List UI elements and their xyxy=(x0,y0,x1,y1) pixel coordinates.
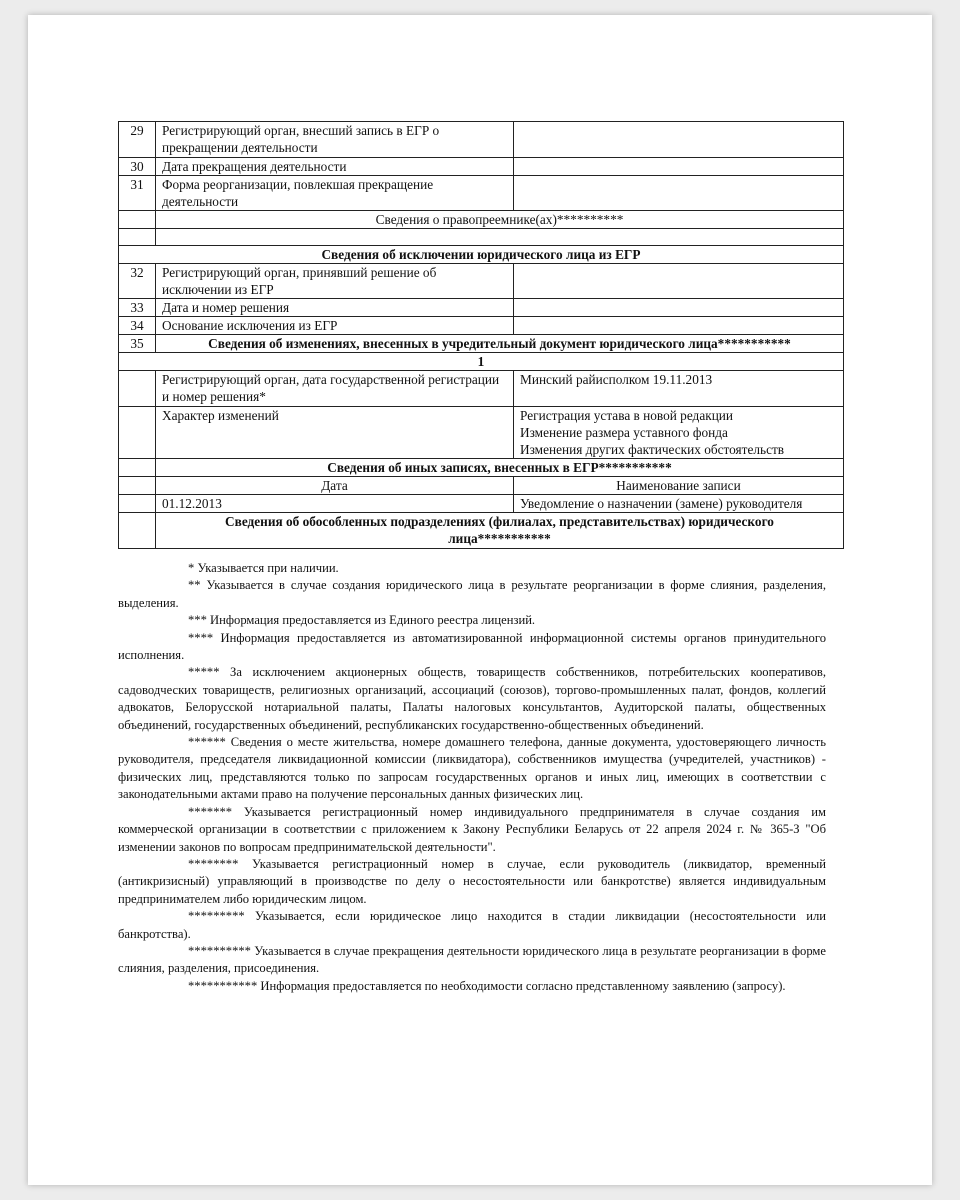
nature-label: Характер изменений xyxy=(156,407,514,459)
table-row xyxy=(119,264,844,299)
record-name: Уведомление о назначении (замене) руководителя xyxy=(514,495,844,513)
footnote: ********* Указывается, если юридическое лицо находится в стадии ликвидации (несостоятельности или банкротства). xyxy=(118,909,826,941)
row-label: Регистрирующий орган, внесший запись в ЕГР о прекращении деятельности xyxy=(156,122,514,158)
successor-header-row xyxy=(119,211,844,229)
successor-empty-row xyxy=(119,229,844,246)
other-records-header-row xyxy=(119,459,844,477)
other-records-header: Сведения об иных записях, внесенных в ЕГР*********** xyxy=(156,459,844,477)
table-row xyxy=(119,158,844,176)
changes-header: Сведения об изменениях, внесенных в учредительный документ юридического лица*********** xyxy=(156,335,844,353)
col-name: Наименование записи xyxy=(514,477,844,495)
footnotes xyxy=(118,560,826,995)
table-row xyxy=(119,122,844,158)
row-number: 29 xyxy=(119,122,156,158)
changes-header-row xyxy=(119,335,844,353)
footnote: **** Информация предоставляется из автоматизированной информационной системы органов принудительного исполнения. xyxy=(118,630,826,663)
nature-value: Изменение размера уставного фонда xyxy=(520,425,728,440)
row-number: 34 xyxy=(119,317,156,335)
branches-header: Сведения об обособленных подразделениях (филиалах, представительствах) юридического лица*********** xyxy=(156,513,844,549)
row-value xyxy=(514,158,844,176)
row-value xyxy=(514,176,844,211)
table-row xyxy=(119,317,844,335)
row-number: 30 xyxy=(119,158,156,176)
row-label: Регистрирующий орган, принявший решение об исключении из ЕГР xyxy=(156,264,514,299)
row-number: 31 xyxy=(119,176,156,211)
table-row xyxy=(119,407,844,459)
row-value xyxy=(514,122,844,158)
branches-header-row xyxy=(119,513,844,549)
exclusion-header-row xyxy=(119,246,844,264)
footnote: ** Указывается в случае создания юридического лица в результате реорганизации в форме слияния, разделения, выделения. xyxy=(118,578,826,610)
row-number: 35 xyxy=(119,335,156,353)
table-row xyxy=(119,495,844,513)
document-page xyxy=(28,15,932,1185)
table-row xyxy=(119,371,844,407)
footnote: ***** За исключением акционерных обществ, товариществ собственников, потребительских кооперативов, садоводческих товариществ, религиозных организаций, ассоциаций (союзов), торгово-промышленных палат, фондов, коллегий адвокатов, Белорусской нотариальной палаты, Палаты налоговых консультантов, Аудиторской палаты, общественных объединений, государственных объединений, республиканских государственно-общественных объединений. xyxy=(118,665,826,732)
reg-value: Минский райисполком 19.11.2013 xyxy=(514,371,844,407)
row-label: Форма реорганизации, повлекшая прекращение деятельности xyxy=(156,176,514,211)
row-value xyxy=(514,299,844,317)
record-date: 01.12.2013 xyxy=(156,495,514,513)
row-label: Основание исключения из ЕГР xyxy=(156,317,514,335)
row-number: 33 xyxy=(119,299,156,317)
footnote: ******* Указывается регистрационный номер индивидуального предпринимателя в случае создания им коммерческой организации в соответствии с приложением к Закону Республики Беларусь от 22 апреля 2024 г. № 365-З "Об изменении законов по вопросам предпринимательской деятельности". xyxy=(118,804,826,854)
table-row xyxy=(119,299,844,317)
successor-header: Сведения о правопреемнике(ах)********** xyxy=(156,211,844,229)
footnote: ******** Указывается регистрационный номер в случае, если руководитель (ликвидатор, временный (антикризисный) управляющий в производстве по делу о несостоятельности или банкротстве) является индивидуальным предпринимателем либо юридическим лицом. xyxy=(118,856,826,906)
changes-index: 1 xyxy=(119,353,844,371)
footnote: ****** Сведения о месте жительства, номере домашнего телефона, данные документа, удостоверяющего личность руководителя, председателя ликвидационной комиссии (ликвидатора), собственников имущества (учредителей, участников) - физических лиц, представляются только по запросам государственных органов и иных лиц, имеющих в соответствии с законодательными актами право на получение персональных данных физических лиц. xyxy=(118,735,826,802)
other-records-columns xyxy=(119,477,844,495)
footnote: *********** Информация предоставляется по необходимости согласно представленному заявлению (запросу). xyxy=(188,978,786,993)
row-value xyxy=(514,264,844,299)
col-date: Дата xyxy=(156,477,514,495)
exclusion-header: Сведения об исключении юридического лица из ЕГР xyxy=(119,246,844,264)
row-value xyxy=(514,317,844,335)
footnote: * Указывается при наличии. xyxy=(188,561,339,575)
changes-index-row xyxy=(119,353,844,371)
row-number: 32 xyxy=(119,264,156,299)
table-row xyxy=(119,176,844,211)
egr-table xyxy=(118,121,844,549)
row-label: Дата прекращения деятельности xyxy=(156,158,514,176)
nature-value: Изменения других фактических обстоятельств xyxy=(520,442,785,457)
footnote: ********** Указывается в случае прекращения деятельности юридического лица в результате реорганизации в форме слияния, разделения, присоединения. xyxy=(118,943,826,976)
reg-label: Регистрирующий орган, дата государственной регистрации и номер решения* xyxy=(156,371,514,407)
footnote: *** Информация предоставляется из Единого реестра лицензий. xyxy=(188,613,536,628)
nature-value: Регистрация устава в новой редакции xyxy=(520,408,734,423)
row-label: Дата и номер решения xyxy=(156,299,514,317)
